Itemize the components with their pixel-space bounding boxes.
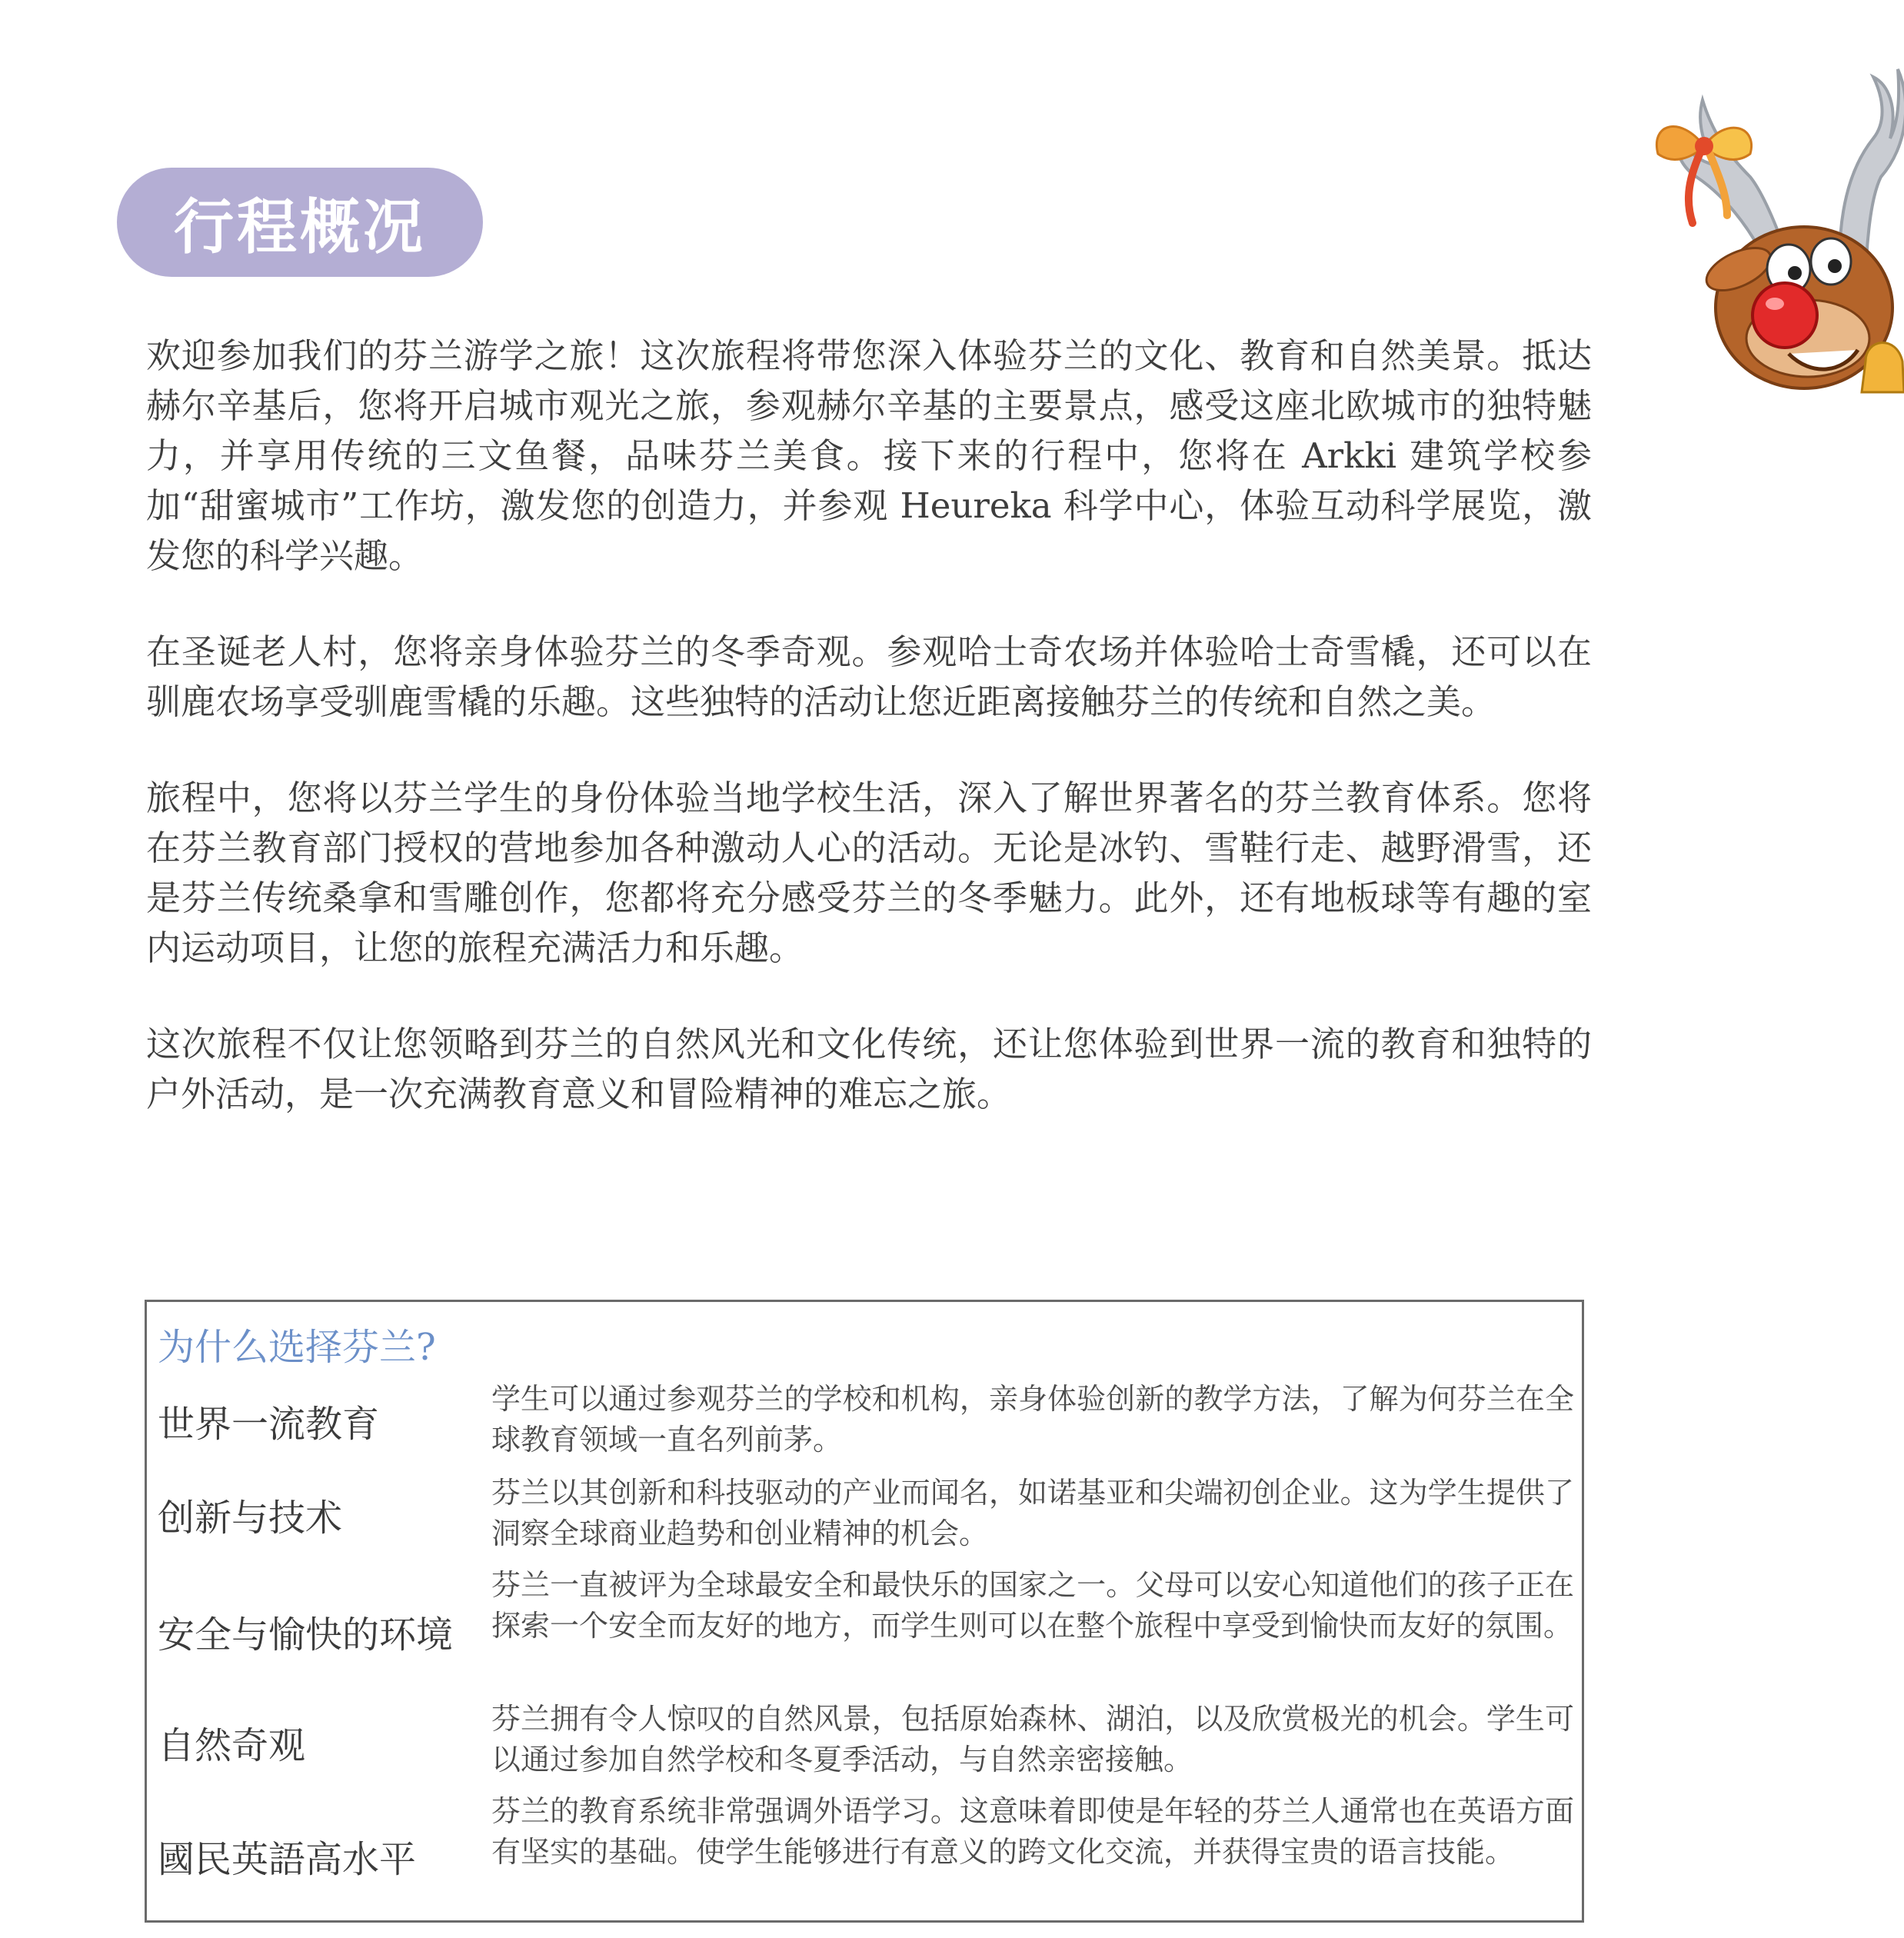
section-title-badge — [117, 168, 483, 277]
intro-paragraph-4: 这次旅程不仅让您领略到芬兰的自然风光和文化传统，还让您体验到世界一流的教育和独特的户外活动，是一次充满教育意义和冒险精神的难忘之旅。 — [146, 1024, 1592, 1114]
why-item-label: 世界一流教育 — [158, 1403, 380, 1446]
why-item-label: 创新与技术 — [158, 1497, 343, 1540]
why-item-description: 芬兰的教育系统非常强调外语学习。这意味着即使是年轻的芬兰人通常也在英语方面有坚实的基础。使学生能够进行有意义的跨文化交流，并获得宝贵的语言技能。 — [491, 1794, 1574, 1869]
why-item-description: 芬兰以其创新和科技驱动的产业而闻名，如诺基亚和尖端初创企业。这为学生提供了洞察全球商业趋势和创业精神的机会。 — [491, 1476, 1574, 1550]
why-item-label: 國民英語高水平 — [158, 1838, 417, 1881]
red-nose — [1753, 283, 1817, 348]
section-title: 行程概况 — [173, 193, 426, 262]
reindeer-illustration — [1612, 23, 1904, 400]
itinerary-overview-text — [146, 331, 1592, 1165]
why-item-description: 芬兰拥有令人惊叹的自然风景，包括原始森林、湖泊，以及欣赏极光的机会。学生可以通过参加自然学校和冬夏季活动，与自然亲密接触。 — [491, 1702, 1574, 1776]
why-finland-box — [145, 1300, 1584, 1923]
why-item-description: 学生可以通过参观芬兰的学校和机构，亲身体验创新的教学方法，了解为何芬兰在全球教育领域一直名列前茅。 — [491, 1382, 1574, 1457]
intro-paragraph-3: 旅程中，您将以芬兰学生的身份体验当地学校生活，深入了解世界著名的芬兰教育体系。您将在芬兰教育部门授权的营地参加各种激动人心的活动。无论是冰钓、雪鞋行走、越野滑雪，还是芬兰传统桑拿和雪雕创作，您都将充分感受芬兰的冬季魅力。此外，还有地板球等有趣的室内运动项目，让您的旅程充满活力和乐趣。 — [146, 778, 1592, 968]
why-item-label: 安全与愉快的环境 — [158, 1613, 454, 1657]
intro-paragraph-2: 在圣诞老人村，您将亲身体验芬兰的冬季奇观。参观哈士奇农场并体验哈士奇雪橇，还可以在驯鹿农场享受驯鹿雪橇的乐趣。这些独特的活动让您近距离接触芬兰的传统和自然之美。 — [146, 631, 1592, 722]
why-finland-title: 为什么选择芬兰? — [158, 1326, 436, 1369]
intro-paragraph-1: 欢迎参加我们的芬兰游学之旅！这次旅程将带您深入体验芬兰的文化、教育和自然美景。抵达赫尔辛基后，您将开启城市观光之旅，参观赫尔辛基的主要景点，感受这座北欧城市的独特魅力，并享用传统的三文鱼餐，品味芬兰美食。接下来的行程中，您将在 Arkki 建筑学校参加“甜蜜城市”工作坊，激发您的创造力，并参观 Heureka 科学中心，体验互动科学展览，激发您的科学兴趣。 — [146, 335, 1592, 576]
why-item-description: 芬兰一直被评为全球最安全和最快乐的国家之一。父母可以安心知道他们的孩子正在探索一个安全而友好的地方，而学生则可以在整个旅程中享受到愉快而友好的氛围。 — [491, 1568, 1574, 1643]
bell — [1862, 343, 1904, 392]
why-item-label: 自然奇观 — [158, 1724, 306, 1767]
